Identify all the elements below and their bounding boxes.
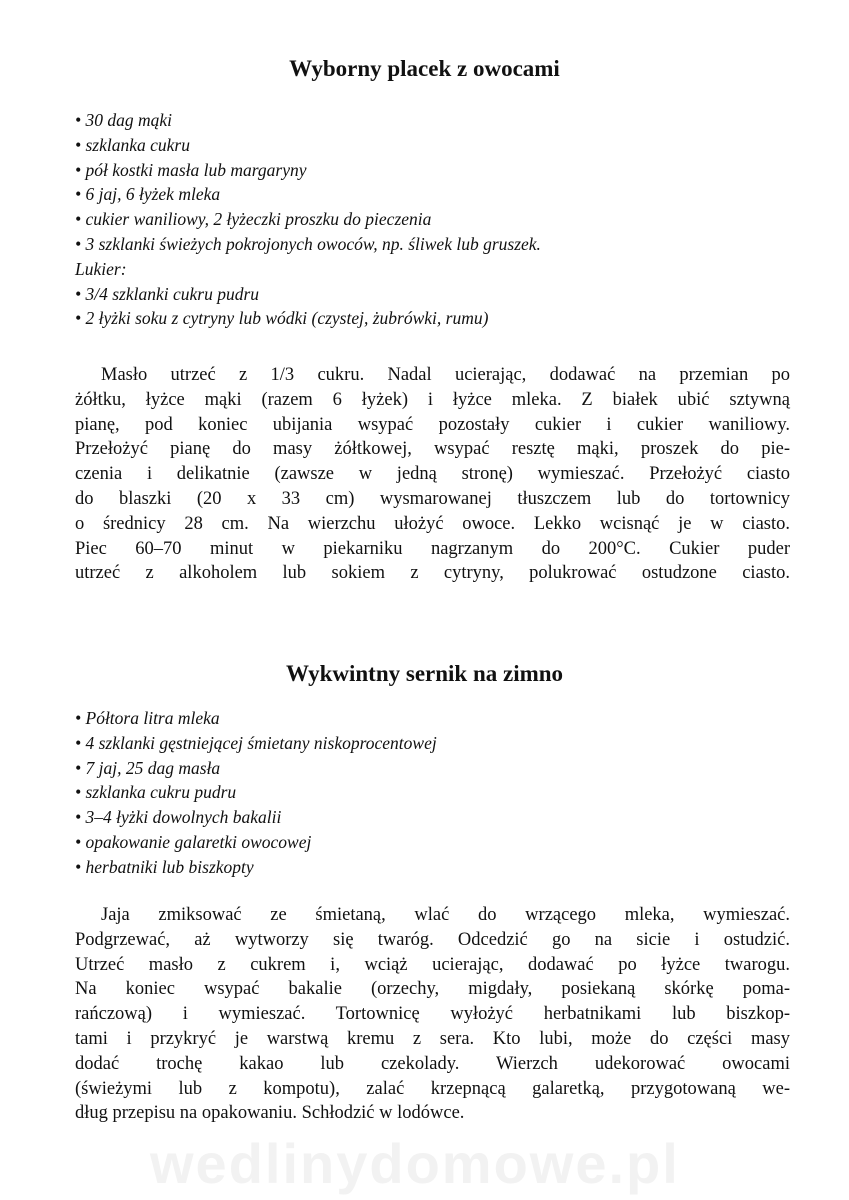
list-item: • opakowanie galaretki owocowej bbox=[75, 831, 312, 852]
text-line: o średnicy 28 cm. Na wierzchu ułożyć owoce. Lekko wcisnąć je w ciasto. bbox=[75, 513, 790, 534]
text-line: dodać trochę kakao lub czekolady. Wierzch udekorować owocami bbox=[75, 1053, 790, 1074]
text-line: (świeżymi lub z kompotu), zalać krzepnącą galaretką, przygotowaną we- bbox=[75, 1078, 790, 1099]
list-item: • 4 szklanki gęstniejącej śmietany niskoprocentowej bbox=[75, 732, 437, 753]
text-line: Masło utrzeć z 1/3 cukru. Nadal ucierając, dodawać na przemian po bbox=[101, 365, 790, 385]
text-line: żółtku, łyżce mąki (razem 6 łyżek) i łyżce mleka. Z białek ubić sztywną bbox=[75, 389, 790, 410]
text-line: tami i przykryć je warstwą kremu z sera. Kto lubi, może do części masy bbox=[75, 1028, 790, 1049]
method-paragraph bbox=[75, 363, 790, 586]
list-item: • 2 łyżki soku z cytryny lub wódki (czystej, żubrówki, rumu) bbox=[75, 308, 489, 329]
subheading: Lukier: bbox=[75, 258, 127, 279]
text-line: utrzeć z alkoholem lub sokiem z cytryny, polukrować ostudzone ciasto. bbox=[75, 563, 790, 584]
text-line: rańczową) i wymieszać. Tortownicę wyłożyć herbatnikami lub biszkop- bbox=[75, 1004, 790, 1025]
text-line: Utrzeć masło z cukrem i, wciąż ucierając, dodawać po łyżce twarogu. bbox=[75, 954, 790, 975]
ingredient-list bbox=[75, 706, 437, 880]
text-line: pianę, pod koniec ubijania wsypać pozostały cukier i cukier waniliowy. bbox=[75, 414, 790, 435]
ingredient-list bbox=[75, 108, 541, 331]
recipe-title: Wykwintny sernik na zimno bbox=[285, 661, 564, 686]
list-item: • 3 szklanki świeżych pokrojonych owoców, np. śliwek lub gruszek. bbox=[75, 233, 541, 254]
list-item: • 3–4 łyżki dowolnych bakalii bbox=[75, 807, 282, 828]
list-item: • cukier waniliowy, 2 łyżeczki proszku do pieczenia bbox=[75, 209, 432, 230]
list-item: • szklanka cukru bbox=[75, 134, 190, 155]
text-line: do blaszki (20 x 33 cm) wysmarowanej tłuszczem lub do tortownicy bbox=[75, 488, 790, 509]
list-item: • 30 dag mąki bbox=[75, 110, 173, 130]
text-line: Piec 60–70 minut w piekarniku nagrzanym do 200°C. Cukier puder bbox=[75, 538, 790, 559]
method-paragraph bbox=[75, 903, 790, 1126]
text-line: Jaja zmiksować ze śmietaną, wlać do wrzącego mleka, wymieszać. bbox=[101, 905, 790, 925]
list-item: • 6 jaj, 6 łyżek mleka bbox=[75, 184, 221, 205]
text-line: Na koniec wsypać bakalie (orzechy, migdały, posiekaną skórkę poma- bbox=[75, 979, 790, 1000]
text-line: czenia i delikatnie (zawsze w jedną stronę) wymieszać. Przełożyć ciasto bbox=[75, 464, 790, 485]
watermark: wedlinydomowe.pl bbox=[150, 1132, 680, 1195]
text-line: Podgrzewać, aż wytworzy się twaróg. Odcedzić go na sicie i ostudzić. bbox=[75, 929, 790, 950]
list-item: • herbatniki lub biszkopty bbox=[75, 856, 254, 877]
list-item: • szklanka cukru pudru bbox=[75, 782, 237, 803]
text-line: Przełożyć pianę do masy żółtkowej, wsypać resztę mąki, proszek do pie- bbox=[75, 439, 790, 460]
list-item: • pół kostki masła lub margaryny bbox=[75, 159, 307, 180]
list-item: • 3/4 szklanki cukru pudru bbox=[75, 283, 260, 304]
recipe-title: Wyborny placek z owocami bbox=[289, 56, 560, 81]
list-item: • 7 jaj, 25 dag masła bbox=[75, 757, 221, 778]
list-item: • Półtora litra mleka bbox=[75, 708, 220, 728]
text-line: dług przepisu na opakowaniu. Schłodzić w lodówce. bbox=[75, 1103, 465, 1124]
